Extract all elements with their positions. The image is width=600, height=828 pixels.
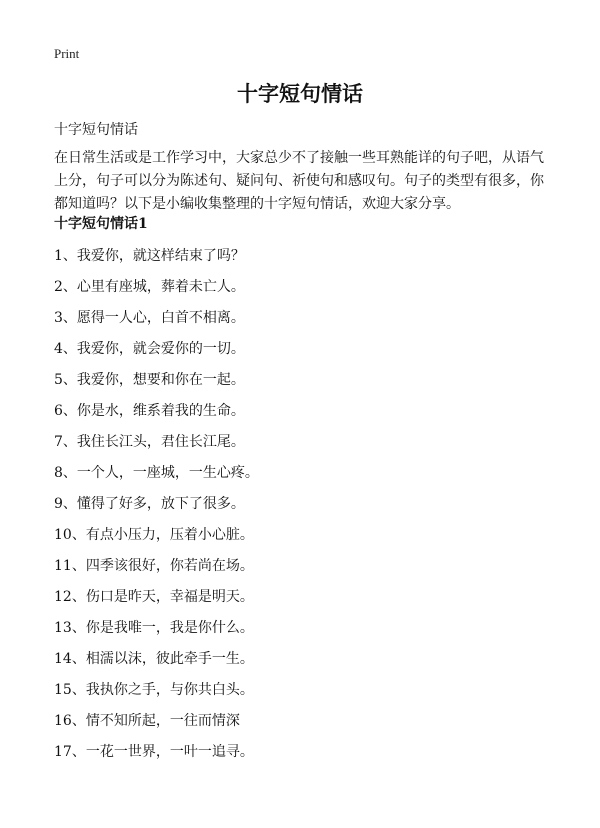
list-item: 13、你是我唯一，我是你什么。	[54, 620, 254, 636]
list-item: 10、有点小压力，压着小心脏。	[54, 527, 254, 543]
page-title: 十字短句情话	[237, 81, 363, 106]
list-item: 17、一花一世界，一叶一追寻。	[54, 744, 254, 760]
list-item: 14、相濡以沫，彼此牵手一生。	[54, 651, 254, 667]
list-item: 9、懂得了好多，放下了很多。	[54, 496, 245, 512]
list-item: 16、情不知所起，一往而情深	[54, 713, 240, 729]
list-item: 11、四季该很好，你若尚在场。	[54, 558, 254, 574]
list-item: 15、我执你之手，与你共白头。	[54, 682, 254, 698]
section-heading: 十字短句情话1	[54, 216, 148, 232]
list-item: 7、我住长江头，君住长江尾。	[54, 434, 245, 450]
list-item: 5、我爱你，想要和你在一起。	[54, 372, 245, 388]
article-subtitle: 十字短句情话	[54, 122, 138, 138]
phrase-list	[54, 246, 259, 773]
intro-paragraph: 在日常生活或是工作学习中，大家总少不了接触一些耳熟能详的句子吧，从语气上分，句子可以分为陈述句、疑问句、祈使句和感叹句。句子的类型有很多，你都知道吗？以下是小编收集整理的十字短句情话，欢迎大家分享。	[54, 150, 544, 212]
list-item: 12、伤口是昨天，幸福是明天。	[54, 589, 254, 605]
list-item: 3、愿得一人心，白首不相离。	[54, 310, 245, 326]
list-item: 1、我爱你，就这样结束了吗？	[54, 248, 245, 264]
list-item: 2、心里有座城，葬着未亡人。	[54, 279, 245, 295]
list-item: 6、你是水，维系着我的生命。	[54, 403, 245, 419]
list-item: 8、一个人，一座城，一生心疼。	[54, 465, 259, 481]
list-item: 4、我爱你，就会爱你的一切。	[54, 341, 245, 357]
print-link[interactable]: Print	[54, 46, 80, 61]
